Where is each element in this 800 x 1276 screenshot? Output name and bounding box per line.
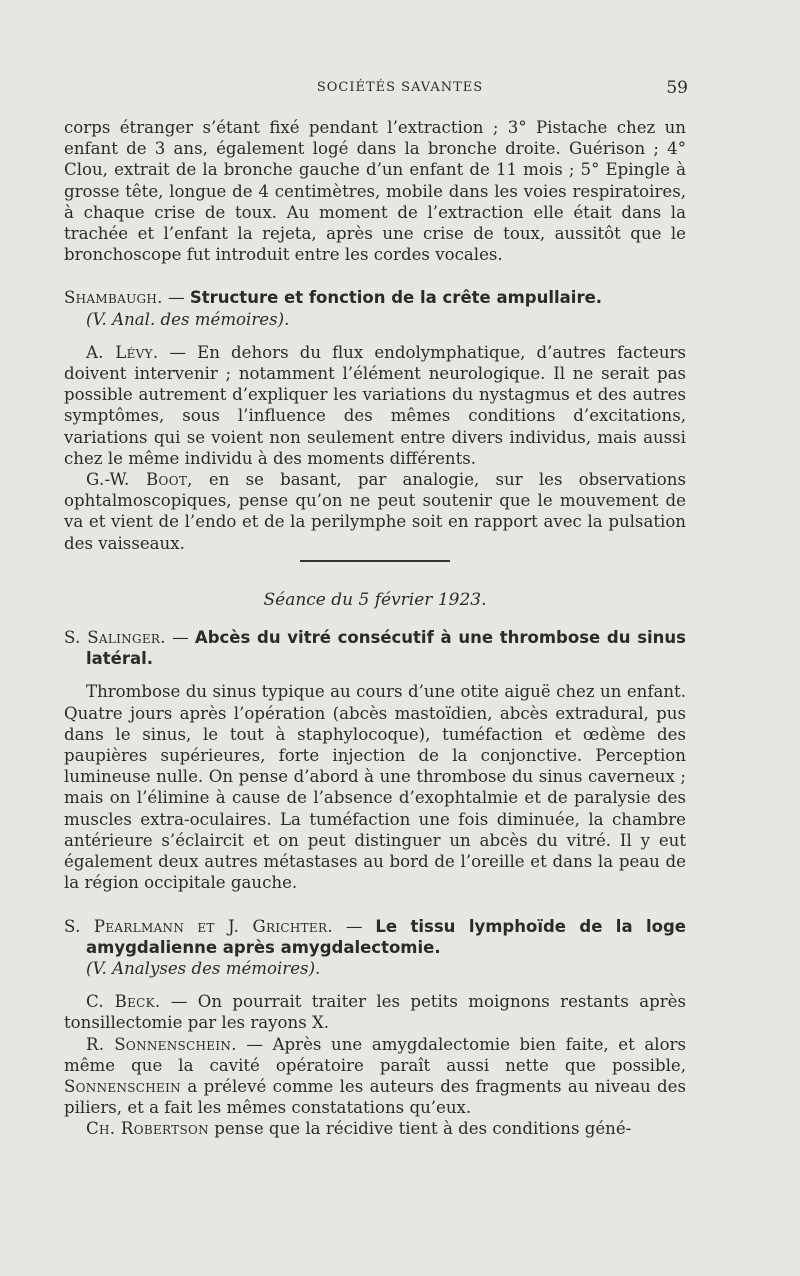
paragraph-beck	[64, 991, 686, 1033]
text-sonnenschein-b: a prélevé comme les auteurs des fragments au niveau des piliers, et a fait les mêmes constatations qu’eux.	[64, 1076, 686, 1118]
paragraph-levy	[64, 342, 686, 469]
text-robertson: pense que la récidive tient à des conditions géné-	[208, 1119, 632, 1139]
paragraph-salinger: Thrombose du sinus typique au cours d’une otite aiguë chez un enfant. Quatre jours après l’opération (abcès mastoïdien, abcès extradural, pus dans le sinus, le tout à staphylocoque), tuméfaction et œdème des paupières supérieures, forte injection de la conjonctive. Perception lumineuse nulle. On pense d’abord à une thrombose du sinus caverneux ; mais on l’élimine à cause de l’absence d’exophtalmie et de paralysie des muscles extra-oculaires. La tuméfaction une fois diminuée, la chambre antérieure s’éclaircit et on peut distinguer un abcès du vitré. Il y eut également deux autres métastases au bord de l’oreille et dans la peau de la région occipitale gauche.	[64, 682, 686, 893]
paragraph-foreign-bodies: corps étranger s’étant fixé pendant l’extraction ; 3° Pistache chez un enfant de 3 ans, également logé dans la bronche droite. Guérison ; 4° Clou, extrait de la bronche gauche d’un enfant de 11 mois ; 5° Epingle à grosse tête, longue de 4 centimètres, mobile dans les voies respiratoires, à chaque crise de toux. Au moment de l’extraction elle était dans la trachée et l’enfant la rejeta, après une crise de toux, aussitôt que le bronchoscope fut introduit entre les cordes vocales.	[64, 118, 686, 265]
entry-shambaugh	[64, 287, 686, 329]
entry-title-pearlmann: Le tissu lymphoïde de la loge amygdalienne après amygdalectomie.	[86, 916, 686, 957]
entry-ref-pearlmann: (V. Analyses des mémoires).	[86, 958, 321, 978]
page-header	[0, 78, 800, 102]
entry-ref-shambaugh: (V. Anal. des mémoires).	[86, 309, 290, 329]
entry-dash: —	[165, 628, 195, 648]
entry-pearlmann	[64, 916, 686, 980]
author-shambaugh: Shambaugh.	[64, 288, 163, 308]
paragraph-robertson	[64, 1118, 686, 1139]
entry-dash: —	[162, 288, 190, 308]
session-heading: Séance du 5 février 1923.	[263, 589, 487, 610]
entry-salinger	[64, 627, 686, 669]
paragraph-boot	[64, 469, 686, 554]
author-sonnenschein: R. Sonnenschein.	[86, 1034, 237, 1054]
author-robertson: Ch. Robertson	[86, 1119, 209, 1139]
paragraph-sonnenschein	[64, 1034, 686, 1119]
section-divider	[300, 560, 450, 562]
entry-title-shambaugh: Structure et fonction de la crête ampullaire.	[189, 288, 603, 308]
text-beck: — On pourrait traiter les petits moignons restants après tonsillectomie par les rayons X.	[64, 992, 686, 1033]
text-boot: en se basant, par analogie, sur les observations ophtalmoscopiques, pense qu’on ne peut soutenir que le mouvement de va et vient de l’endo et de la perilymphe soit en rapport avec la pulsation des vaisseaux.	[64, 470, 686, 553]
text-levy: — En dehors du flux endolymphatique, d’autres facteurs doivent intervenir ; notamment l’élément neurologique. Il ne serait pas possible autrement d’expliquer les variations du nystagmus et des autres symptômes, sous l’influence des mêmes conditions d’excitations, variations qui se voient non seulement entre divers individus, mais aussi chez le même individu à des moments différents.	[64, 342, 686, 468]
entry-dash: —	[332, 916, 376, 936]
author-pearlmann: S. Pearlmann et J. Grichter.	[64, 916, 333, 936]
author-beck: C. Beck.	[86, 992, 161, 1012]
author-sonnenschein-2: Sonnenschein	[64, 1076, 181, 1096]
body-text	[64, 117, 686, 1140]
author-salinger: S. Salinger.	[64, 628, 166, 648]
author-boot: G.-W. Boot,	[86, 470, 193, 490]
author-levy: A. Lévy.	[86, 342, 159, 362]
running-head: SOCIÉTÉS SAVANTES	[316, 80, 484, 95]
entry-title-salinger: Abcès du vitré consécutif à une thrombose du sinus latéral.	[86, 628, 687, 669]
page-number: 59	[666, 78, 688, 98]
text-sonnenschein-a: — Après une amygdalectomie bien faite, et alors même que la cavité opératoire paraît aussi nette que possible,	[64, 1034, 687, 1075]
